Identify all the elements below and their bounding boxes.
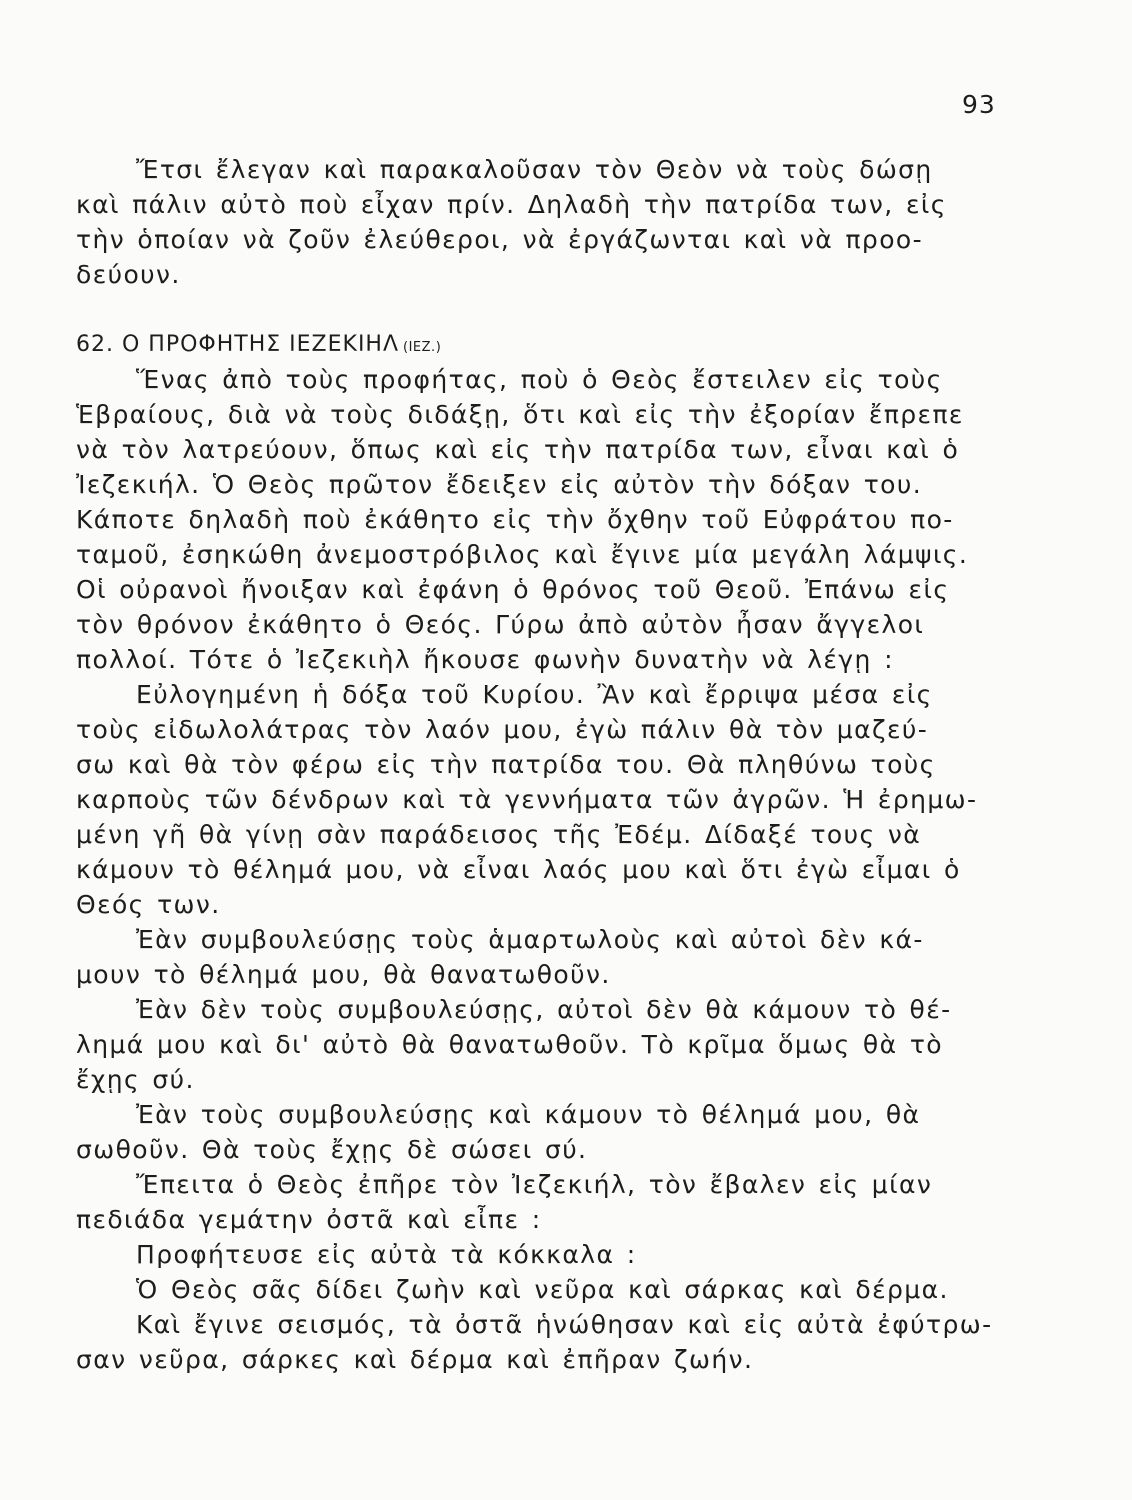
body-line: Ἔπειτα ὁ Θεὸς ἐπῆρε τὸν Ἰεζεκιήλ, τὸν ἔβαλεν εἰς μίαν bbox=[136, 1170, 933, 1199]
intro-line: καὶ πάλιν αὐτὸ ποὺ εἶχαν πρίν. Δηλαδὴ τὴν πατρίδα των, εἰς bbox=[76, 190, 947, 219]
intro-line: τὴν ὁποίαν νὰ ζοῦν ἐλεύθεροι, νὰ ἐργάζωνται καὶ νὰ προο- bbox=[76, 225, 924, 254]
section-gap bbox=[76, 292, 1006, 327]
body-line: λημά μου καὶ δι' αὐτὸ θὰ θανατωθοῦν. Τὸ κρῖμα ὅμως θὰ τὸ bbox=[76, 1030, 943, 1059]
text-block bbox=[76, 152, 1006, 1377]
body-line: Οἱ οὐρανοὶ ἤνοιξαν καὶ ἐφάνη ὁ θρόνος τοῦ Θεοῦ. Ἐπάνω εἰς bbox=[76, 575, 950, 604]
intro-line: δεύουν. bbox=[76, 260, 181, 289]
body-line: Ἕνας ἀπὸ τοὺς προφήτας, ποὺ ὁ Θεὸς ἔστειλεν εἰς τοὺς bbox=[136, 365, 943, 394]
body-line: σω καὶ θὰ τὸν φέρω εἰς τὴν πατρίδα του. Θὰ πληθύνω τοὺς bbox=[76, 750, 936, 779]
body-line: σωθοῦν. Θὰ τοὺς ἔχῃς δὲ σώσει σύ. bbox=[76, 1135, 588, 1164]
body-line: πολλοί. Τότε ὁ Ἰεζεκιὴλ ἤκουσε φωνὴν δυνατὴν νὰ λέγῃ : bbox=[76, 645, 894, 674]
body-line: Ἐὰν τοὺς συμβουλεύσῃς καὶ κάμουν τὸ θέλημά μου, θὰ bbox=[136, 1100, 921, 1129]
body-line: πεδιάδα γεμάτην ὀστᾶ καὶ εἶπε : bbox=[76, 1205, 542, 1234]
section-heading-title: 62. Ο ΠΡΟΦΗΤΗΣ ΙΕΖΕΚΙΗΛ bbox=[76, 332, 400, 357]
body-line: Ἐὰν δὲν τοὺς συμβουλεύσῃς, αὐτοὶ δὲν θὰ κάμουν τὸ θέ- bbox=[136, 995, 952, 1024]
body-line: τοὺς εἰδωλολάτρας τὸν λαόν μου, ἐγὼ πάλιν θὰ τὸν μαζεύ- bbox=[76, 715, 929, 744]
body-line: νὰ τὸν λατρεύουν, ὅπως καὶ εἰς τὴν πατρίδα των, εἶναι καὶ ὁ bbox=[76, 435, 960, 464]
body-line: Καὶ ἔγινε σεισμός, τὰ ὀστᾶ ἡνώθησαν καὶ εἰς αὐτὰ ἐφύτρω- bbox=[136, 1310, 993, 1339]
body-line: σαν νεῦρα, σάρκες καὶ δέρμα καὶ ἐπῆραν ζωήν. bbox=[76, 1345, 754, 1374]
body-line: κάμουν τὸ θέλημά μου, νὰ εἶναι λαός μου καὶ ὅτι ἐγὼ εἶμαι ὁ bbox=[76, 855, 961, 884]
body-line: Ἑβραίους, διὰ νὰ τοὺς διδάξῃ, ὅτι καὶ εἰς τὴν ἐξορίαν ἔπρεπε bbox=[76, 400, 964, 429]
section-heading-reference: (ΙΕΖ.) bbox=[403, 340, 442, 355]
body-line: μουν τὸ θέλημά μου, θὰ θανατωθοῦν. bbox=[76, 960, 611, 989]
section-body bbox=[76, 362, 1006, 1377]
body-line: Ἰεζεκιήλ. Ὁ Θεὸς πρῶτον ἔδειξεν εἰς αὐτὸν τὴν δόξαν του. bbox=[76, 470, 923, 499]
body-line: Κάποτε δηλαδὴ ποὺ ἐκάθητο εἰς τὴν ὄχθην τοῦ Εὐφράτου πο- bbox=[76, 505, 954, 534]
page-number: 93 bbox=[962, 90, 996, 119]
body-line: Ἐὰν συμβουλεύσῃς τοὺς ἁμαρτωλοὺς καὶ αὐτοὶ δὲν κά- bbox=[136, 925, 924, 954]
body-line: Ὁ Θεὸς σᾶς δίδει ζωὴν καὶ νεῦρα καὶ σάρκας καὶ δέρμα. bbox=[136, 1275, 949, 1304]
body-line: Προφήτευσε εἰς αὐτὰ τὰ κόκκαλα : bbox=[136, 1240, 637, 1269]
intro-line: Ἔτσι ἔλεγαν καὶ παρακαλοῦσαν τὸν Θεὸν νὰ τοὺς δώσῃ bbox=[136, 155, 933, 184]
body-line: ταμοῦ, ἐσηκώθη ἀνεμοστρόβιλος καὶ ἔγινε μία μεγάλη λάμψις. bbox=[76, 540, 969, 569]
body-line: τὸν θρόνον ἐκάθητο ὁ Θεός. Γύρω ἀπὸ αὐτὸν ἦσαν ἄγγελοι bbox=[76, 610, 925, 639]
section-heading bbox=[76, 327, 1006, 362]
body-line: ἔχῃς σύ. bbox=[76, 1065, 195, 1094]
body-line: Εὐλογημένη ἡ δόξα τοῦ Κυρίου. Ἂν καὶ ἔρριψα μέσα εἰς bbox=[136, 680, 933, 709]
body-line: μένη γῆ θὰ γίνῃ σὰν παράδεισος τῆς Ἐδέμ. Δίδαξέ τους νὰ bbox=[76, 820, 922, 849]
body-line: Θεός των. bbox=[76, 890, 221, 919]
body-line: καρποὺς τῶν δένδρων καὶ τὰ γεννήματα τῶν ἀγρῶν. Ἡ ἐρημω- bbox=[76, 785, 978, 814]
